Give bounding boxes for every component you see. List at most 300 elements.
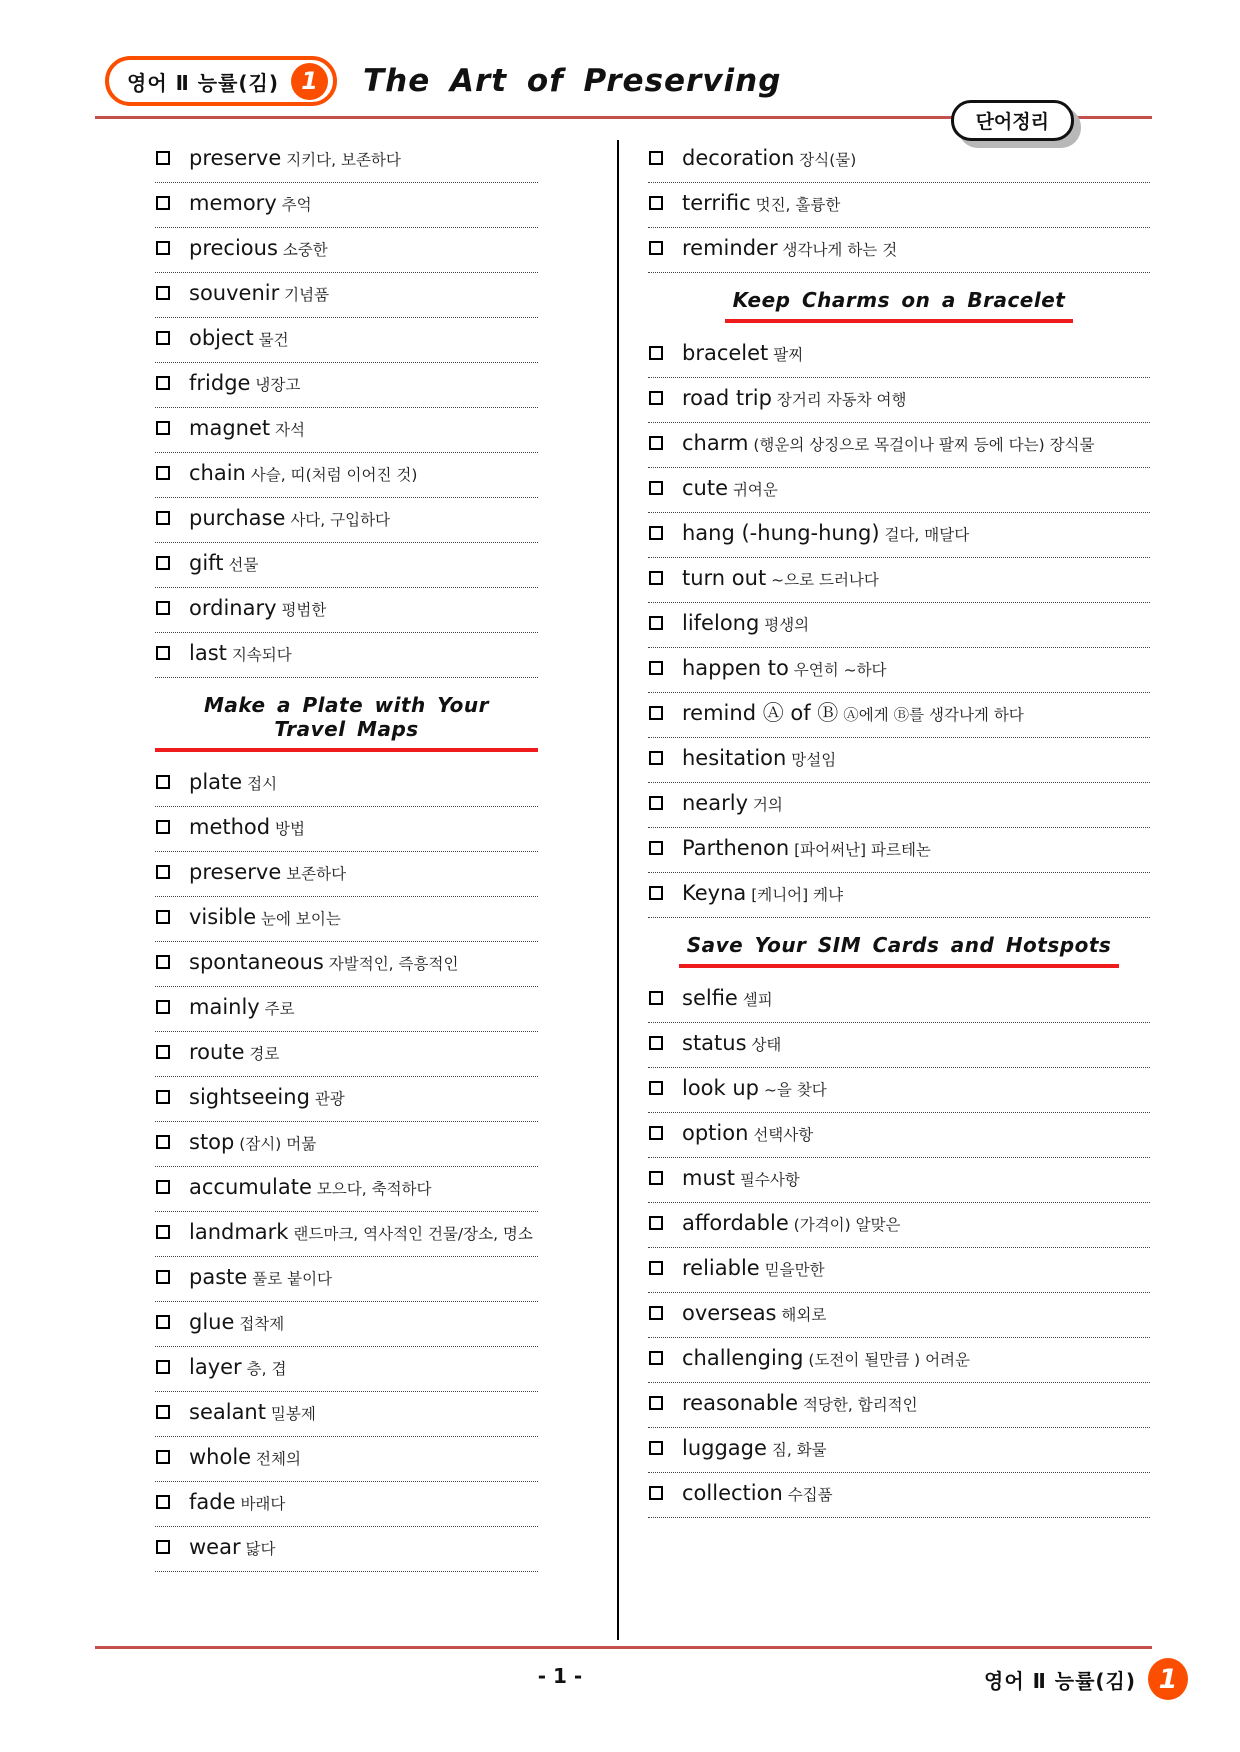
vocab-word: purchase	[189, 506, 286, 530]
vocab-item	[155, 1077, 538, 1122]
vocab-word: charm	[682, 431, 749, 455]
vocab-item	[648, 1293, 1150, 1338]
vocab-item	[155, 852, 538, 897]
vocab-meaning: 지키다, 보존하다	[281, 151, 401, 169]
checkbox[interactable]	[156, 1495, 170, 1509]
checkbox[interactable]	[649, 346, 663, 360]
vocab-entry	[189, 1534, 275, 1563]
vocab-meaning: 접시	[242, 775, 278, 793]
checkbox[interactable]	[156, 196, 170, 210]
vocab-item	[155, 1032, 538, 1077]
vocab-item	[155, 1392, 538, 1437]
vocab-word: bracelet	[682, 341, 769, 365]
vocab-word: route	[189, 1040, 245, 1064]
vocab-meaning: 평범한	[276, 601, 327, 619]
vocab-meaning: 귀여운	[728, 481, 778, 499]
vocab-word: happen to	[682, 656, 789, 680]
checkbox[interactable]	[156, 775, 170, 789]
vocab-word: whole	[189, 1445, 252, 1469]
vocab-word: selfie	[682, 986, 738, 1010]
vocab-entry	[682, 1435, 827, 1464]
section-title: Keep Charms on a Bracelet	[725, 288, 1074, 323]
vocab-item	[648, 1338, 1150, 1383]
vocab-word: overseas	[682, 1301, 777, 1325]
vocab-meaning: ~으로 드러나다	[766, 571, 879, 589]
vocab-word: method	[189, 815, 271, 839]
checkbox[interactable]	[649, 616, 663, 630]
vocab-meaning: 믿을만한	[759, 1261, 825, 1279]
vocab-item	[648, 738, 1150, 783]
vocab-entry	[682, 385, 907, 414]
vocab-word: visible	[189, 905, 257, 929]
vocab-entry	[189, 1084, 345, 1113]
vocab-word: plate	[189, 770, 243, 794]
vocab-meaning: 주로	[259, 1000, 295, 1018]
vocab-entry	[682, 475, 778, 504]
checkbox[interactable]	[156, 556, 170, 570]
checkbox[interactable]	[649, 571, 663, 585]
vocab-entry	[189, 595, 326, 624]
vocab-entry	[189, 1039, 279, 1068]
vocab-entry	[189, 145, 401, 174]
vocab-word: chain	[189, 461, 246, 485]
vocab-item	[648, 828, 1150, 873]
vocab-item	[648, 873, 1150, 918]
vocab-meaning: 적당한, 합리적인	[798, 1396, 918, 1414]
vocab-item	[155, 762, 538, 807]
vocab-word: nearly	[682, 791, 748, 815]
checkbox[interactable]	[156, 331, 170, 345]
vocab-item	[155, 1257, 538, 1302]
vocab-item	[155, 897, 538, 942]
vocab-meaning: 지속되다	[226, 646, 292, 664]
vocab-word: spontaneous	[189, 950, 324, 974]
vocab-meaning: 해외로	[776, 1306, 827, 1324]
checkbox[interactable]	[156, 1450, 170, 1464]
footer-course-label: 영어 Ⅱ 능률(김)	[984, 1668, 1136, 1693]
vocab-item	[155, 318, 538, 363]
vocab-word: memory	[189, 191, 277, 215]
checkbox[interactable]	[156, 286, 170, 300]
checkbox[interactable]	[156, 865, 170, 879]
vocab-entry	[682, 1030, 781, 1059]
vocab-item	[155, 1212, 538, 1257]
vocab-item	[648, 333, 1150, 378]
checkbox[interactable]	[156, 1135, 170, 1149]
vocab-meaning: 냉장고	[250, 376, 301, 394]
vocab-item	[155, 453, 538, 498]
vocab-word: hang (-hung-hung)	[682, 521, 880, 545]
footer-rule	[95, 1646, 1152, 1649]
vocab-item	[648, 648, 1150, 693]
checkbox[interactable]	[649, 991, 663, 1005]
vocab-item	[155, 363, 538, 408]
vocab-meaning: 전체의	[251, 1450, 301, 1468]
vocab-word: object	[189, 326, 254, 350]
checkbox[interactable]	[156, 1090, 170, 1104]
vocab-meaning: 수집품	[782, 1486, 833, 1504]
vocab-item	[648, 138, 1150, 183]
vocab-meaning: 풀로 붙이다	[247, 1270, 333, 1288]
vocab-meaning: 상태	[746, 1036, 782, 1054]
vocab-word: option	[682, 1121, 749, 1145]
vocab-item	[648, 513, 1150, 558]
vocab-meaning: 층, 겹	[241, 1360, 287, 1378]
vocab-word: sightseeing	[189, 1085, 310, 1109]
checkbox[interactable]	[649, 841, 663, 855]
vocab-entry	[682, 745, 836, 774]
footer-lesson-number-badge: 1	[1148, 1658, 1188, 1700]
vocab-entry	[682, 1345, 970, 1374]
vocab-meaning: 모으다, 축적하다	[311, 1180, 432, 1198]
checkbox[interactable]	[649, 1216, 663, 1230]
checkbox[interactable]	[156, 466, 170, 480]
vocab-word: reasonable	[682, 1391, 799, 1415]
vocab-meaning: 자발적인, 즉흥적인	[323, 955, 459, 973]
checkbox[interactable]	[156, 820, 170, 834]
vocab-word: preserve	[189, 146, 282, 170]
vocab-entry	[189, 769, 277, 798]
vocab-word: cute	[682, 476, 729, 500]
vocab-entry	[682, 190, 840, 219]
checkbox[interactable]	[156, 910, 170, 924]
vocab-item	[648, 1248, 1150, 1293]
checkbox[interactable]	[649, 1126, 663, 1140]
vocab-meaning: 랜드마크, 역사적인 건물/장소, 명소	[288, 1225, 533, 1243]
vocab-meaning: 닳다	[240, 1540, 276, 1558]
vocab-item	[648, 1383, 1150, 1428]
page-number: - 1 -	[537, 1664, 583, 1688]
vocab-entry	[682, 565, 879, 594]
vocab-entry	[682, 1075, 827, 1104]
word-summary-tab	[951, 100, 1074, 141]
vocab-meaning: 선물	[223, 556, 259, 574]
vocab-entry	[682, 1210, 901, 1239]
checkbox[interactable]	[156, 1045, 170, 1059]
vocab-item	[648, 378, 1150, 423]
vocab-entry	[682, 520, 969, 549]
vocab-entry	[189, 904, 341, 933]
vocab-meaning: 짐, 화물	[766, 1441, 827, 1459]
vocab-meaning: 선택사항	[748, 1126, 814, 1144]
vocab-entry	[682, 655, 887, 684]
vocab-word: wear	[189, 1535, 241, 1559]
vocab-meaning: 방법	[270, 820, 305, 838]
section-title: Save Your SIM Cards and Hotspots	[679, 933, 1120, 968]
checkbox[interactable]	[649, 1306, 663, 1320]
vocab-entry	[682, 1165, 800, 1194]
vocab-item	[155, 1167, 538, 1212]
vocab-item	[155, 408, 538, 453]
checkbox[interactable]	[649, 1486, 663, 1500]
vocab-word: layer	[189, 1355, 242, 1379]
vocab-meaning: 바래다	[235, 1495, 286, 1513]
vocab-entry	[682, 1390, 918, 1419]
vocab-meaning: 경로	[244, 1045, 280, 1063]
checkbox[interactable]	[649, 886, 663, 900]
vocab-meaning: (도전이 될만큼 ) 어려운	[803, 1351, 970, 1369]
vocab-entry	[682, 700, 1024, 729]
vocab-entry	[682, 1480, 833, 1509]
vocab-entry	[189, 415, 305, 444]
vocab-meaning: [케니어] 케냐	[746, 886, 844, 904]
vocab-word: Parthenon	[682, 836, 790, 860]
vocab-word: challenging	[682, 1346, 804, 1370]
checkbox[interactable]	[649, 481, 663, 495]
vocab-entry	[682, 880, 843, 909]
vocab-word: preserve	[189, 860, 282, 884]
vocab-meaning: 기념품	[279, 286, 330, 304]
vocab-word: turn out	[682, 566, 767, 590]
vocab-word: stop	[189, 1130, 235, 1154]
checkbox[interactable]	[156, 511, 170, 525]
vocab-meaning: 장식(물)	[794, 151, 857, 169]
checkbox[interactable]	[649, 1441, 663, 1455]
section-header	[648, 288, 1150, 323]
checkbox[interactable]	[156, 646, 170, 660]
checkbox[interactable]	[156, 955, 170, 969]
vocab-item	[155, 498, 538, 543]
vocab-entry	[682, 145, 856, 174]
vocab-item	[648, 1428, 1150, 1473]
vocab-meaning: 접착제	[234, 1315, 285, 1333]
vocab-item	[155, 183, 538, 228]
vocab-entry	[189, 1129, 316, 1158]
checkbox[interactable]	[649, 1036, 663, 1050]
vocab-entry	[682, 340, 803, 369]
checkbox[interactable]	[649, 241, 663, 255]
checkbox[interactable]	[156, 1000, 170, 1014]
vocab-meaning: (가격이) 알맞은	[788, 1216, 901, 1234]
vocab-entry	[682, 1120, 813, 1149]
vocab-item	[155, 138, 538, 183]
vocab-item	[648, 1023, 1150, 1068]
vocab-entry	[189, 1174, 432, 1203]
vocab-entry	[682, 235, 897, 264]
vocab-entry	[189, 1219, 533, 1248]
vocab-meaning: 사다, 구입하다	[285, 511, 391, 529]
checkbox[interactable]	[649, 706, 663, 720]
column-divider	[617, 140, 619, 1640]
right-column	[648, 138, 1150, 1518]
vocab-item	[155, 1122, 538, 1167]
vocab-meaning: 평생의	[759, 616, 810, 634]
checkbox[interactable]	[156, 241, 170, 255]
vocab-word: remind Ⓐ of Ⓑ	[682, 701, 839, 725]
vocab-entry	[189, 190, 312, 219]
checkbox[interactable]	[156, 1405, 170, 1419]
checkbox[interactable]	[156, 421, 170, 435]
vocab-word: sealant	[189, 1400, 266, 1424]
checkbox[interactable]	[649, 1261, 663, 1275]
vocab-word: mainly	[189, 995, 260, 1019]
vocab-meaning: 밀봉제	[265, 1405, 316, 1423]
vocab-word: paste	[189, 1265, 248, 1289]
vocab-word: luggage	[682, 1436, 767, 1460]
course-badge-label: 영어 Ⅱ 능률(김)	[127, 70, 279, 95]
vocab-meaning: 우연히 ~하다	[788, 661, 887, 679]
vocab-entry	[682, 835, 931, 864]
vocab-meaning: 필수사항	[734, 1171, 800, 1189]
checkbox[interactable]	[156, 601, 170, 615]
vocab-entry	[189, 1264, 332, 1293]
checkbox[interactable]	[649, 1396, 663, 1410]
vocab-item	[155, 1437, 538, 1482]
vocab-entry	[189, 1399, 316, 1428]
checkbox[interactable]	[649, 436, 663, 450]
vocab-item	[155, 633, 538, 678]
vocab-word: accumulate	[189, 1175, 312, 1199]
checkbox[interactable]	[156, 1315, 170, 1329]
vocab-entry	[189, 460, 417, 489]
checkbox[interactable]	[156, 376, 170, 390]
checkbox[interactable]	[156, 1225, 170, 1239]
checkbox[interactable]	[649, 526, 663, 540]
checkbox[interactable]	[156, 1270, 170, 1284]
vocab-word: ordinary	[189, 596, 277, 620]
section-header	[648, 933, 1150, 968]
vocab-item	[155, 987, 538, 1032]
vocab-item	[155, 807, 538, 852]
vocab-word: must	[682, 1166, 735, 1190]
checkbox[interactable]	[649, 751, 663, 765]
vocab-item	[155, 273, 538, 318]
vocab-item	[648, 183, 1150, 228]
vocab-item	[648, 783, 1150, 828]
vocab-meaning: 관광	[309, 1090, 345, 1108]
course-badge	[105, 56, 337, 106]
vocab-word: terrific	[682, 191, 751, 215]
vocab-meaning: ~을 찾다	[759, 1081, 827, 1099]
vocab-meaning: 소중한	[277, 241, 328, 259]
checkbox[interactable]	[156, 1180, 170, 1194]
page-header	[105, 56, 781, 106]
vocab-meaning: 거의	[748, 796, 783, 814]
vocab-word: last	[189, 641, 227, 665]
vocab-item	[648, 1158, 1150, 1203]
checkbox[interactable]	[649, 391, 663, 405]
vocab-item	[648, 1113, 1150, 1158]
vocab-item	[648, 1068, 1150, 1113]
vocab-meaning: 멋진, 훌륭한	[750, 196, 841, 214]
checkbox[interactable]	[649, 661, 663, 675]
vocab-item	[155, 1347, 538, 1392]
vocab-item	[155, 1302, 538, 1347]
vocab-entry	[682, 1300, 826, 1329]
vocab-item	[648, 423, 1150, 468]
checkbox[interactable]	[649, 151, 663, 165]
vocab-meaning: (잠시) 머묾	[234, 1135, 317, 1153]
vocab-item	[155, 588, 538, 633]
section-title: Make a Plate with Your Travel Maps	[155, 693, 538, 752]
vocab-item	[648, 468, 1150, 513]
checkbox[interactable]	[649, 1081, 663, 1095]
vocab-word: landmark	[189, 1220, 289, 1244]
lesson-number-badge: 1	[291, 63, 328, 100]
vocab-entry	[682, 430, 1095, 459]
vocab-meaning: 팔찌	[768, 346, 804, 364]
vocab-item	[155, 543, 538, 588]
vocab-word: souvenir	[189, 281, 280, 305]
vocab-meaning: 생각나게 하는 것	[777, 241, 898, 259]
vocab-word: precious	[189, 236, 278, 260]
vocab-meaning: 보존하다	[281, 865, 347, 883]
vocab-entry	[189, 280, 329, 309]
checkbox[interactable]	[649, 196, 663, 210]
left-column	[155, 138, 538, 1572]
vocab-entry	[682, 610, 809, 639]
vocab-item	[648, 603, 1150, 648]
vocab-word: glue	[189, 1310, 235, 1334]
vocab-word: reminder	[682, 236, 778, 260]
vocab-word: decoration	[682, 146, 795, 170]
vocab-meaning: 물건	[253, 331, 289, 349]
vocab-entry	[189, 1354, 286, 1383]
vocab-item	[648, 558, 1150, 603]
vocab-item	[155, 1527, 538, 1572]
vocab-word: magnet	[189, 416, 271, 440]
vocab-entry	[189, 1309, 284, 1338]
vocab-word: Keyna	[682, 881, 747, 905]
vocab-meaning: 걸다, 매달다	[879, 526, 970, 544]
checkbox[interactable]	[649, 1351, 663, 1365]
vocab-word: hesitation	[682, 746, 787, 770]
vocab-item	[155, 942, 538, 987]
vocab-item	[155, 1482, 538, 1527]
vocab-item	[648, 1203, 1150, 1248]
vocab-item	[648, 228, 1150, 273]
vocab-meaning: (행운의 상징으로 목걸이나 팔찌 등에 다는) 장식물	[748, 436, 1095, 454]
vocab-word: fridge	[189, 371, 251, 395]
vocab-word: fade	[189, 1490, 236, 1514]
vocab-entry	[189, 814, 305, 843]
vocab-word: road trip	[682, 386, 772, 410]
vocab-entry	[189, 1489, 285, 1518]
vocab-item	[155, 228, 538, 273]
vocab-meaning: 자석	[270, 421, 305, 439]
vocab-meaning: 추억	[276, 196, 312, 214]
vocab-entry	[189, 1444, 301, 1473]
vocab-word: gift	[189, 551, 224, 575]
vocab-entry	[682, 1255, 825, 1284]
page-title: The Art of Preserving	[362, 63, 782, 99]
vocab-entry	[189, 949, 458, 978]
checkbox[interactable]	[156, 1540, 170, 1554]
checkbox[interactable]	[649, 796, 663, 810]
vocab-item	[648, 978, 1150, 1023]
vocab-word: affordable	[682, 1211, 789, 1235]
vocab-entry	[189, 994, 295, 1023]
checkbox[interactable]	[156, 151, 170, 165]
vocab-entry	[682, 790, 783, 819]
checkbox[interactable]	[649, 1171, 663, 1185]
vocab-meaning: [파어써난] 파르테논	[789, 841, 931, 859]
checkbox[interactable]	[156, 1360, 170, 1374]
vocab-word: status	[682, 1031, 747, 1055]
vocab-entry	[189, 235, 328, 264]
vocab-entry	[189, 550, 258, 579]
vocab-entry	[189, 370, 300, 399]
vocab-item	[648, 1473, 1150, 1518]
vocab-meaning: 눈에 보이는	[256, 910, 341, 928]
vocab-word: look up	[682, 1076, 760, 1100]
vocab-entry	[189, 505, 390, 534]
section-header	[155, 693, 538, 752]
vocab-meaning: Ⓐ에게 Ⓑ를 생각나게 하다	[838, 706, 1024, 724]
vocab-meaning: 사슬, 띠(처럼 이어진 것)	[245, 466, 418, 484]
vocab-entry	[189, 859, 346, 888]
vocab-item	[648, 693, 1150, 738]
